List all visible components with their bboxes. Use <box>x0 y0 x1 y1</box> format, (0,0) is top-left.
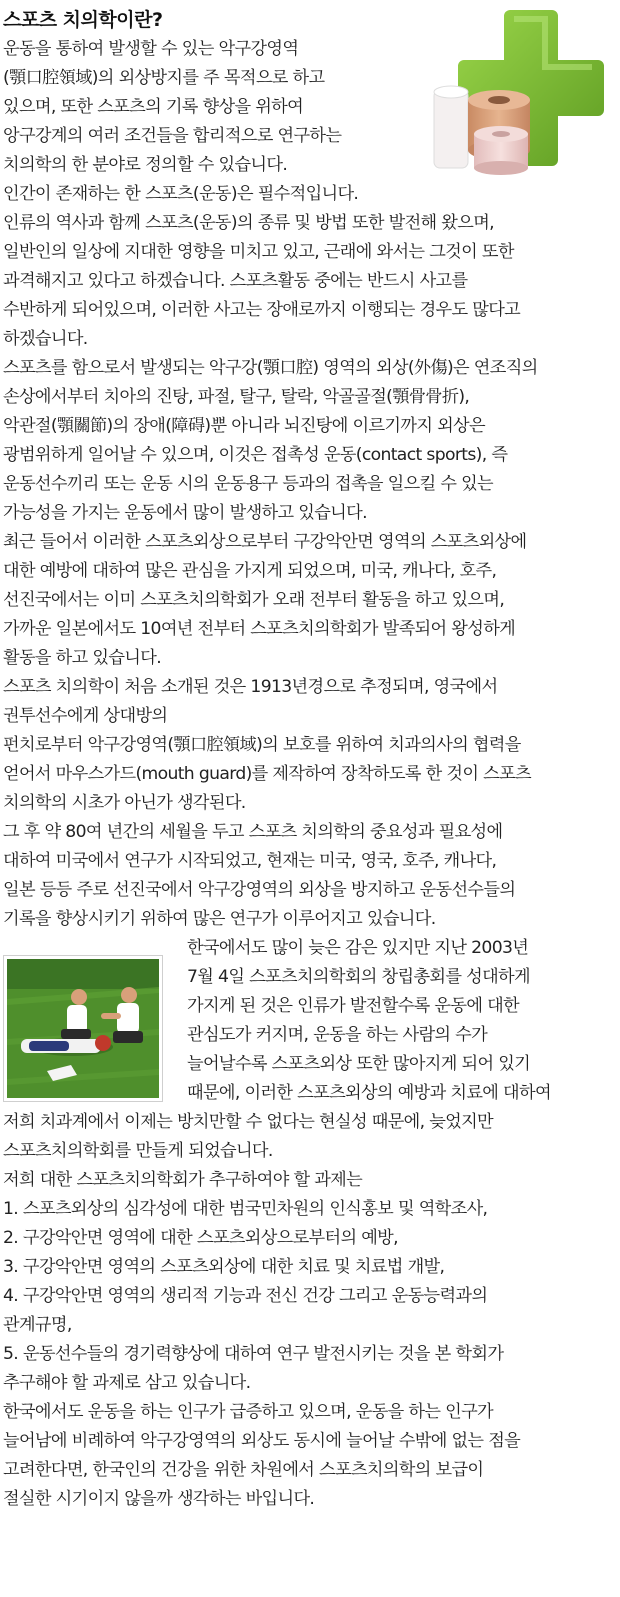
text-line: 스포츠치의학회를 만들게 되었습니다. <box>3 1141 273 1161</box>
sports-injury-photo <box>3 955 163 1102</box>
text-line: 기록을 향상시키기 위하여 많은 연구가 이루어지고 있습니다. <box>3 909 436 929</box>
text-line: 한국에서도 많이 늦은 감은 있지만 지난 2003년 <box>187 938 529 958</box>
text-line: 최근 들어서 이러한 스포츠외상으로부터 구강악안면 영역의 스포츠외상에 <box>3 532 527 552</box>
text-line: 그 후 약 80여 년간의 세월을 두고 스포츠 치의학의 중요성과 필요성에 <box>3 822 503 842</box>
text-line: 있으며, 또한 스포츠의 기록 향상을 위하여 <box>3 97 304 117</box>
text-line: 일반인의 일상에 지대한 영향을 미치고 있고, 근래에 와서는 그것이 또한 <box>3 242 514 262</box>
text-line: 가까운 일본에서도 10여년 전부터 스포츠치의학회가 발족되어 왕성하게 <box>3 619 516 639</box>
text-line: 치의학의 한 분야로 정의할 수 있습니다. <box>3 155 288 175</box>
text-line: 광범위하게 일어날 수 있으며, 이것은 접촉성 운동(contact sports), 즉 <box>3 445 508 465</box>
article-title: 스포츠 치의학이란? <box>3 9 163 31</box>
text-line: 3. 구강악안면 영역의 스포츠외상에 대한 치료 및 치료법 개발, <box>3 1257 445 1277</box>
text-line: 1. 스포츠외상의 심각성에 대한 범국민차원의 인식홍보 및 역학조사, <box>3 1199 488 1219</box>
text-line: 과격해지고 있다고 하겠습니다. 스포츠활동 중에는 반드시 사고를 <box>3 271 468 291</box>
text-line: 스포츠를 함으로서 발생되는 악구강(顎口腔) 영역의 외상(外傷)은 연조직의 <box>3 358 538 378</box>
text-line: 스포츠 치의학이 처음 소개된 것은 1913년경으로 추정되며, 영국에서 <box>3 677 498 697</box>
text-line: 4. 구강악안면 영역의 생리적 기능과 전신 건강 그리고 운동능력과의 <box>3 1286 488 1306</box>
text-line: 7월 4일 스포츠치의학회의 창립총회를 성대하게 <box>187 967 530 987</box>
text-line: 얻어서 마우스가드(mouth guard)를 제작하여 장착하도록 한 것이 스포츠 <box>3 764 531 784</box>
text-line: 인간이 존재하는 한 스포츠(운동)은 필수적입니다. <box>3 184 359 204</box>
text-line: 펀치로부터 악구강영역(顎口腔領域)의 보호를 위하여 치과의사의 협력을 <box>3 735 521 755</box>
text-line: 권투선수에게 상대방의 <box>3 706 168 726</box>
text-line: 대하여 미국에서 연구가 시작되었고, 현재는 미국, 영국, 호주, 캐나다, <box>3 851 497 871</box>
text-line: 인류의 역사과 함께 스포츠(운동)의 종류 및 방법 또한 발전해 왔으며, <box>3 213 494 233</box>
text-line: 앙구강계의 여러 조건들을 합리적으로 연구하는 <box>3 126 342 146</box>
text-line: 관심도가 커지며, 운동을 하는 사람의 수가 <box>187 1025 488 1045</box>
text-line: 가능성을 가지는 운동에서 많이 발생하고 있습니다. <box>3 503 367 523</box>
text-line: 5. 운동선수들의 경기력향상에 대하여 연구 발전시키는 것을 본 학회가 <box>3 1344 504 1364</box>
text-line: 한국에서도 운동을 하는 인구가 급증하고 있으며, 운동을 하는 인구가 <box>3 1402 494 1422</box>
text-line: 늘어날수록 스포츠외상 또한 많아지게 되어 있기 <box>187 1054 531 1074</box>
article-body <box>3 35 617 1514</box>
text-line: 치의학의 시초가 아닌가 생각된다. <box>3 793 246 813</box>
text-line: 선진국에서는 이미 스포츠치의학회가 오래 전부터 활동을 하고 있으며, <box>3 590 505 610</box>
text-line: 하겠습니다. <box>3 329 88 349</box>
text-line: 절실한 시기이지 않을까 생각하는 바입니다. <box>3 1489 315 1509</box>
text-line: 저희 대한 스포츠치의학회가 추구하여야 할 과제는 <box>3 1170 363 1190</box>
text-line: (顎口腔領域)의 외상방지를 주 목적으로 하고 <box>3 68 325 88</box>
text-line: 악관절(顎關節)의 장애(障碍)뿐 아니라 뇌진탕에 이르기까지 외상은 <box>3 416 485 436</box>
text-line: 추구해야 할 과제로 삼고 있습니다. <box>3 1373 251 1393</box>
text-line: 때문에, 이러한 스포츠외상의 예방과 치료에 대하여 <box>187 1083 551 1103</box>
text-line: 활동을 하고 있습니다. <box>3 648 162 668</box>
text-line: 가지게 된 것은 인류가 발전할수록 운동에 대한 <box>187 996 519 1016</box>
text-line: 2. 구강악안면 영역에 대한 스포츠외상으로부터의 예방, <box>3 1228 398 1248</box>
text-line: 손상에서부터 치아의 진탕, 파절, 탈구, 탈락, 악골골절(顎骨骨折), <box>3 387 470 407</box>
text-line: 고려한다면, 한국인의 건강을 위한 차원에서 스포츠치의학의 보급이 <box>3 1460 484 1480</box>
text-line: 관계규명, <box>3 1315 72 1335</box>
text-line: 수반하게 되어있으며, 이러한 사고는 장애로까지 이행되는 경우도 많다고 <box>3 300 521 320</box>
text-line: 대한 예방에 대하여 많은 관심을 가지게 되었으며, 미국, 캐나다, 호주, <box>3 561 497 581</box>
text-line: 운동을 통하여 발생할 수 있는 악구강영역 <box>3 39 299 59</box>
text-line: 늘어남에 비례하여 악구강영역의 외상도 동시에 늘어날 수밖에 없는 점을 <box>3 1431 521 1451</box>
text-line: 운동선수끼리 또는 운동 시의 운동용구 등과의 접촉을 일으킬 수 있는 <box>3 474 494 494</box>
text-line: 일본 등등 주로 선진국에서 악구강영역의 외상을 방지하고 운동선수들의 <box>3 880 516 900</box>
text-line: 저희 치과계에서 이제는 방치만할 수 없다는 현실성 때문에, 늦었지만 <box>3 1112 494 1132</box>
